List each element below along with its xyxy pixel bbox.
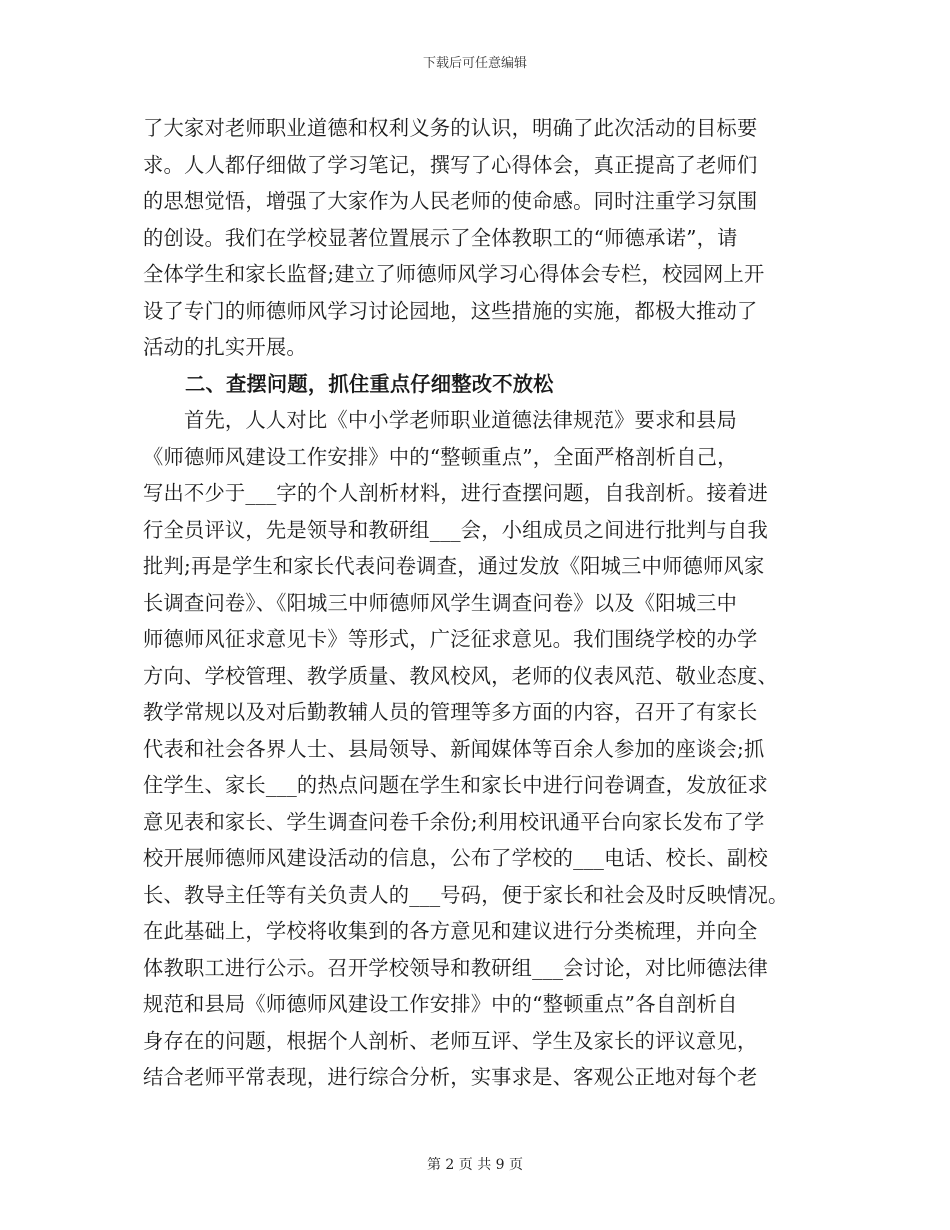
body-line: 活动的扎实开展。 [143,335,307,359]
page-number-footer: 第 2 页 共 9 页 [426,1157,524,1173]
body-line: 设了专门的师德师风学习讨论园地，这些措施的实施，都极大推动了 [143,298,758,323]
body-line: 身存在的问题，根据个人剖析、老师互评、学生及家长的评议意见， [143,1028,758,1053]
body-line: 师德师风征求意见卡》等形式，广泛征求意见。我们围绕学校的办学 [143,627,758,651]
body-line: 的思想觉悟，增强了大家作为人民老师的使命感。同时注重学习氛围 [143,189,758,213]
body-line: 求。人人都仔细做了学习笔记，撰写了心得体会，真正提高了老师们 [143,152,758,177]
body-line: 的创设。我们在学校显著位置展示了全体教职工的“师德承诺”，请 [143,225,738,250]
body-line: 规范和县局《师德师风建设工作安排》中的“整顿重点”各自剖析自 [143,992,738,1016]
body-line: 代表和社会各界人士、县局领导、新闻媒体等百余人参加的座谈会;抓 [143,736,765,761]
body-line: 长调查问卷》、《阳城三中师德师风学生调查问卷》以及《阳城三中 [143,590,738,615]
body-line: 行全员评议，先是领导和教研组___会，小组成员之间进行批判与自我 [143,517,768,542]
body-line: 《师德师风建设工作安排》中的“整顿重点”，全面严格剖析自己， [143,444,738,469]
body-line: 长、教导主任等有关负责人的___号码，便于家长和社会及时反映情况。 [143,882,789,907]
document-body [143,110,815,1096]
body-line: 住学生、家长___的热点问题在学生和家长中进行问卷调查，发放征求 [143,773,768,797]
body-line: 全体学生和家长监督;建立了师德师风学习心得体会专栏，校园网上开 [143,262,765,286]
body-line: 体教职工进行公示。召开学校领导和教研组___会讨论，对比师德法律 [143,955,768,980]
body-line: 意见表和家长、学生调查问卷千余份;利用校讯通平台向家长发布了学 [143,809,765,834]
body-line: 方向、学校管理、教学质量、教风校风，老师的仪表风范、敬业态度、 [143,663,778,688]
body-line: 了大家对老师职业道德和权利义务的认识，明确了此次活动的目标要 [143,116,758,140]
body-line: 教学常规以及对后勤教辅人员的管理等多方面的内容，召开了有家长 [143,700,758,724]
body-line: 校开展师德师风建设活动的信息，公布了学校的___电话、校长、副校 [143,846,768,870]
body-line: 批判;再是学生和家长代表问卷调查，通过发放《阳城三中师德师风家 [143,554,765,578]
body-line: 在此基础上，学校将收集到的各方意见和建议进行分类梳理，并向全 [143,919,758,943]
section-heading: 二、查摆问题，抓住重点仔细整改不放松 [185,371,554,396]
body-line: 结合老师平常表现，进行综合分析，实事求是、客观公正地对每个老 [143,1065,758,1089]
page-header: 下载后可任意编辑 [422,56,527,71]
body-line: 写出不少于___字的个人剖析材料，进行查摆问题，自我剖析。接着进 [143,481,768,505]
body-line: 首先，人人对比《中小学老师职业道德法律规范》要求和县局 [143,408,737,432]
